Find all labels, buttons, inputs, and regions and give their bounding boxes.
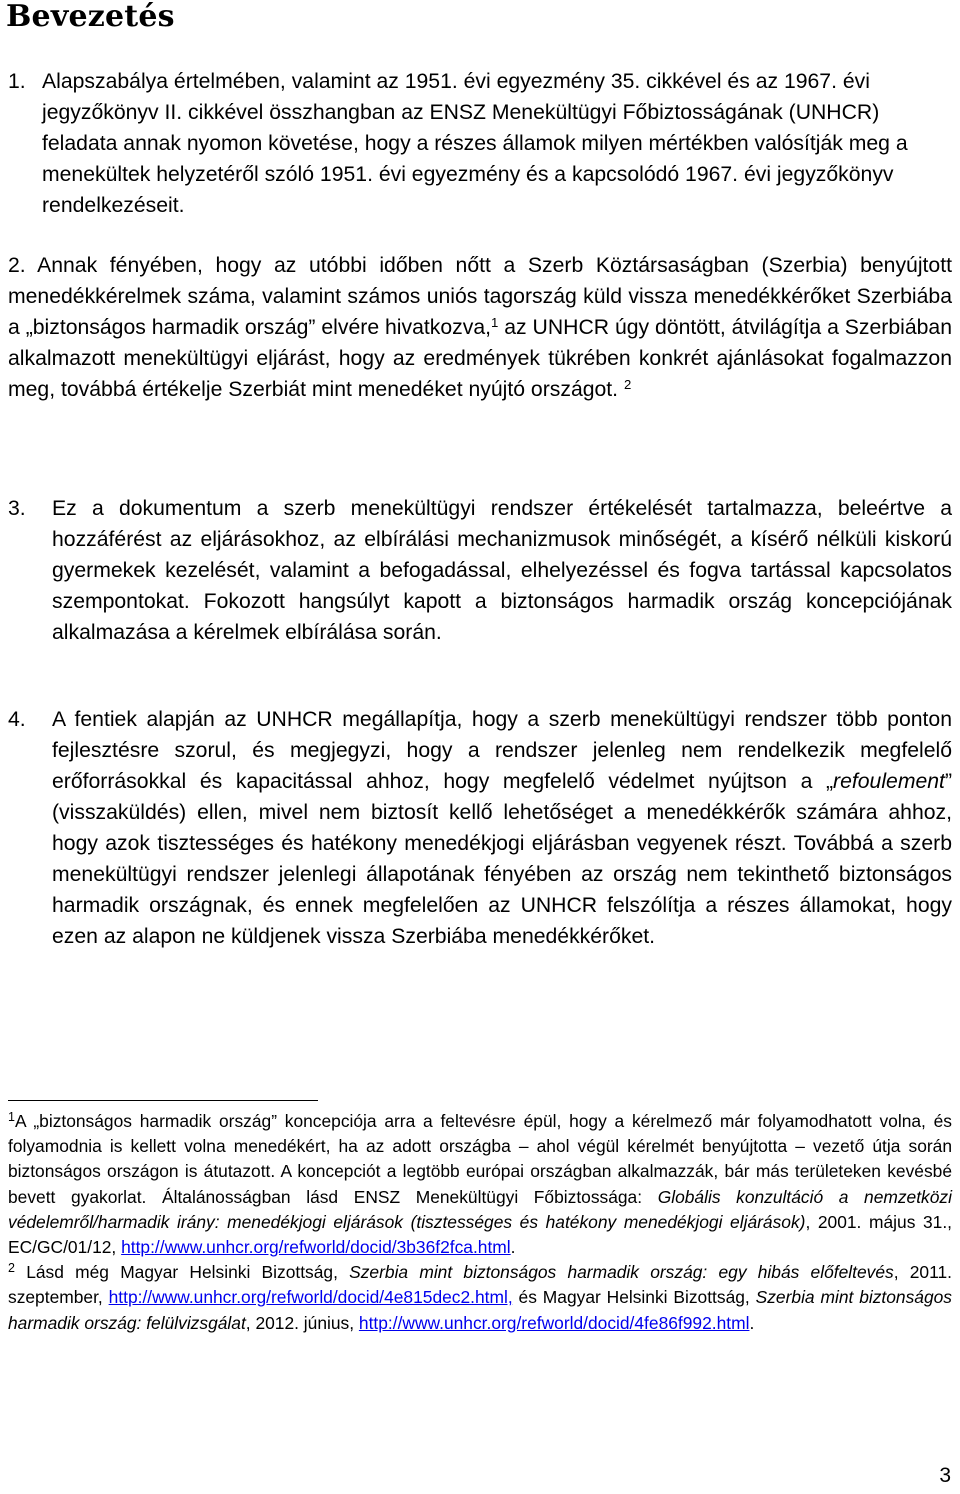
paragraph-4-italic-term: refoulement (833, 770, 945, 793)
paragraph-4-number: 4. (8, 708, 26, 731)
paragraph-3-number: 3. (8, 497, 26, 520)
footnote-1-title: Globális konzultáció a nemzetközi védelemről/harmadik irány: menedékjogi eljárások (tisztességes és hatékony menedékjogi eljárások) (8, 1186, 952, 1232)
footnotes (8, 1109, 952, 1336)
footnote-1-link[interactable]: http://www.unhcr.org/refworld/docid/3b36f2fca.html (121, 1237, 511, 1258)
paragraph-2-text-b: az UNHCR úgy döntött, átvilágítja a Szerbiában alkalmazott menekültügyi eljárást, hogy az eredmények tükrében konkrét ajánlásokat fogalmazzon meg, továbbá értékelje Szerbiát mint menedéket nyújtó országot. (8, 316, 952, 401)
paragraph-2-text-a: Annak fényében, hogy az utóbbi időben nőtt a Szerb Köztársaságban (Szerbia) benyújtott menedékkérelmek száma, valamint számos uniós tagország küld vissza menedékkérőket Szerbiába a „biztonságos harmadik ország” elvére hivatkozva, (8, 254, 952, 339)
footnote-ref-1[interactable]: 1 (491, 314, 499, 330)
footnote-separator (8, 1100, 318, 1101)
footnote-1-mark: 1 (8, 1109, 15, 1124)
footnote-2-text-a: Lásd még Magyar Helsinki Bizottság, (14, 1262, 350, 1283)
footnote-2-title-b: Szerbia mint biztonságos harmadik ország: felülvizsgálat (8, 1287, 953, 1333)
paragraph-3-text: Ez a dokumentum a szerb menekültügyi rendszer értékelését tartalmazza, beleértve a hozzáférést az eljárásokhoz, az elbírálási mechanizmusok minőségét, a kísérő nélküli kiskorú gyermekek kezelését, valamint a befogadással, elhelyezéssel és fogva tartással kapcsolatos szempontokat. Fokozott hangsúlyt kapott a biztonságos harmadik ország koncepciójának alkalmazása a kérelmek elbírálása során. (52, 497, 952, 644)
section-heading: Bevezetés (6, 0, 175, 34)
footnote-1-text-a: A „biztonságos harmadik ország” koncepciója arra a feltevésre épül, hogy a kérelmező már folyamodhatott volna, és folyamodnia is kellett volna menedékért, ha az adott országba – ahol végül kérelmét benyújtotta – vezető útja során biztonságos országon is átutazott. A koncepciót a legtöbb európai országban alkalmazzák, bár más területeken kevésbé bevett gyakorlat. Általánosságban lásd ENSZ Menekültügyi Főbiztossága: (8, 1111, 952, 1207)
paragraph-1-text: Alapszabálya értelmében, valamint az 1951. évi egyezmény 35. cikkével és az 1967. évi jegyzőkönyv II. cikkével összhangban az ENSZ Menekültügyi Főbiztosságának (UNHCR) feladata annak nyomon követése, hogy a részes államok milyen mértékben valósítják meg a menekültek helyzetéről szóló 1951. évi egyezmény és a kapcsolódó 1967. évi jegyzőkönyv rendelkezéseit. (42, 70, 908, 217)
footnote-2-link-a[interactable]: http://www.unhcr.org/refworld/docid/4e815dec2.html, (108, 1287, 513, 1308)
footnote-1-text-c: . (510, 1237, 516, 1258)
footnote-ref-2[interactable]: 2 (623, 376, 632, 392)
footnote-2-title-a: Szerbia mint biztonságos harmadik ország: egy hibás előfeltevés (349, 1262, 894, 1283)
paragraph-4-text-a: A fentiek alapján az UNHCR megállapítja, hogy a szerb menekültügyi rendszer több ponton fejlesztésre szorul, és megjegyzi, hogy a rendszer jelenleg nem rendelkezik megfelelő erőforrásokkal és kapacitással ahhoz, hogy megfelelő védelmet nyújtson a „ (52, 708, 952, 793)
paragraph-2 (8, 250, 952, 405)
paragraph-3 (52, 493, 952, 648)
footnote-2-link-b[interactable]: http://www.unhcr.org/refworld/docid/4fe86f992.html (358, 1312, 750, 1333)
footnote-1 (8, 1109, 952, 1260)
paragraph-1 (42, 66, 952, 221)
footnote-2-text-d: , 2012. június, (245, 1312, 359, 1333)
footnote-2-text-e: . (749, 1312, 755, 1333)
page-number: 3 (939, 1464, 951, 1487)
paragraph-2-number: 2. (8, 254, 26, 277)
paragraph-4-text-b: ” (visszaküldés) ellen, mivel nem biztosít kellő lehetőséget a menedékkérők számára ahhoz, hogy azok tisztességes és hatékony menedékjogi eljárásban vegyenek részt. Továbbá a szerb menekültügyi rendszer jelenlegi állapotának fényében az ország nem tekinthető biztonságos harmadik országnak, és ennek megfelelően az UNHCR felszólítja a részes államokat, hogy ezen az alapon ne küldjenek vissza Szerbiába menedékkérőket. (52, 770, 952, 948)
footnote-2 (8, 1260, 952, 1336)
footnote-2-text-c: és Magyar Helsinki Bizottság, (512, 1287, 756, 1308)
paragraph-1-number: 1. (8, 70, 26, 93)
footnote-2-text-b: , 2011. szeptember, (8, 1262, 952, 1308)
footnote-1-text-b: , 2001. május 31., EC/GC/01/12, (8, 1211, 953, 1258)
paragraph-4 (52, 704, 952, 952)
footnote-2-mark: 2 (8, 1260, 15, 1275)
